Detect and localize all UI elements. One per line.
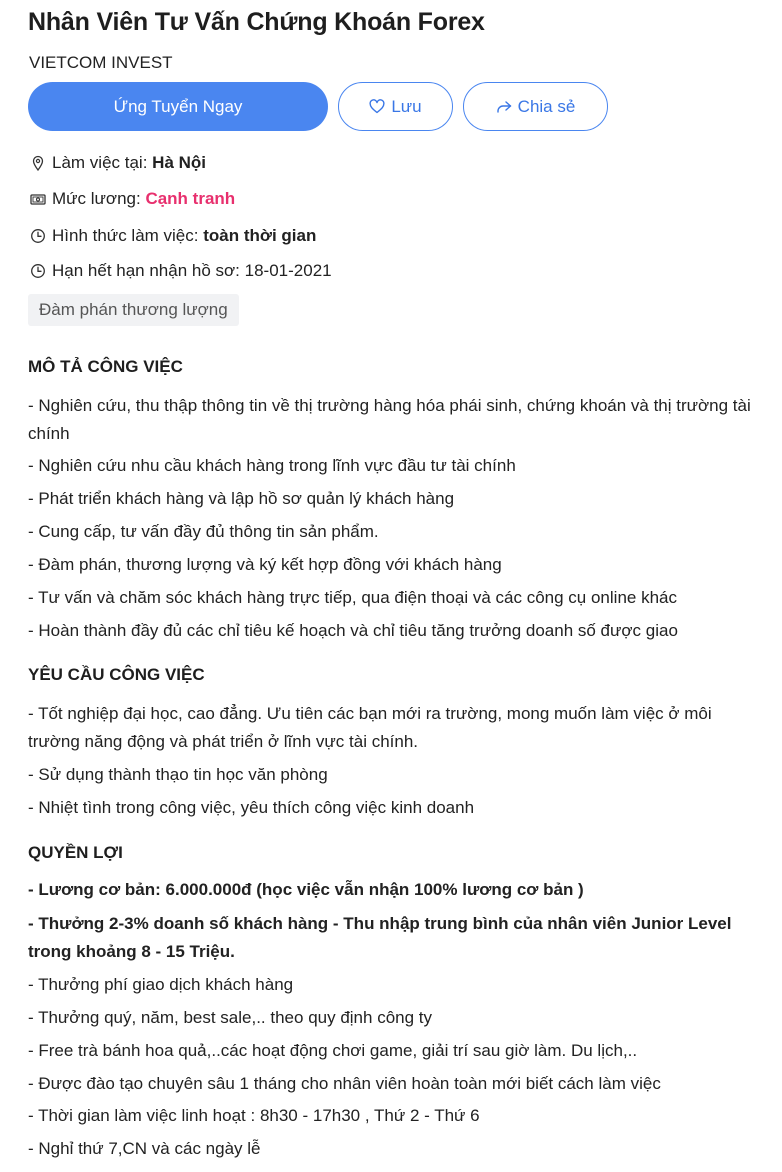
- deadline-label: Hạn hết hạn nhận hồ sơ:: [52, 261, 240, 280]
- share-button-label: Chia sẻ: [517, 96, 576, 116]
- worktype-label: Hình thức làm việc:: [52, 226, 199, 245]
- apply-button-label: Ứng Tuyển Ngay: [113, 96, 243, 116]
- location-pin-icon: [30, 155, 46, 171]
- clock-icon: [30, 263, 46, 279]
- job-title: Nhân Viên Tư Vấn Chứng Khoán Forex: [28, 8, 485, 36]
- section-title-description: MÔ TẢ CÔNG VIỆC: [28, 357, 183, 376]
- company-name: VIETCOM INVEST: [29, 53, 173, 72]
- list-item: - Hoàn thành đầy đủ các chỉ tiêu kế hoạch và chỉ tiêu tăng trưởng doanh số được giao: [28, 621, 678, 640]
- list-item: - Nhiệt tình trong công việc, yêu thích công việc kinh doanh: [28, 798, 475, 817]
- location-label: Làm việc tại:: [52, 153, 148, 172]
- list-item: - Thưởng 2-3% doanh số khách hàng - Thu nhập trung bình của nhân viên Junior Level trong khoảng 8 - 15 Triệu.: [28, 914, 732, 961]
- action-bar: [28, 82, 768, 131]
- save-button[interactable]: [338, 82, 453, 131]
- info-worktype: [30, 226, 316, 246]
- save-button-label: Lưu: [391, 96, 422, 116]
- negotiable-tag: Đàm phán thương lượng: [28, 294, 239, 326]
- list-item: - Tốt nghiệp đại học, cao đẳng. Ưu tiên các bạn mới ra trường, mong muốn làm việc ở môi trường năng động và phát triển ở lĩnh vực tài chính.: [28, 704, 712, 751]
- list-item: - Free trà bánh hoa quả,..các hoạt động chơi game, giải trí sau giờ làm. Du lịch,..: [28, 1041, 638, 1060]
- section-title-benefits: QUYỀN LỢI: [28, 843, 123, 862]
- list-item: - Thưởng phí giao dịch khách hàng: [28, 975, 294, 994]
- info-deadline: [30, 261, 332, 281]
- list-item: - Sử dụng thành thạo tin học văn phòng: [28, 765, 328, 784]
- section-title-requirements: YÊU CẦU CÔNG VIỆC: [28, 665, 205, 684]
- location-value: Hà Nội: [152, 153, 207, 172]
- money-icon: [30, 191, 46, 207]
- apply-button[interactable]: [28, 82, 328, 131]
- list-item: - Được đào tạo chuyên sâu 1 tháng cho nhân viên hoàn toàn mới biết cách làm việc: [28, 1074, 661, 1093]
- clock-icon: [30, 228, 46, 244]
- list-item: - Nghiên cứu, thu thập thông tin về thị trường hàng hóa phái sinh, chứng khoán và thị trường tài chính: [28, 396, 751, 443]
- list-item: - Đàm phán, thương lượng và ký kết hợp đồng với khách hàng: [28, 555, 502, 574]
- worktype-value: toàn thời gian: [203, 226, 317, 245]
- list-item: - Nghỉ thứ 7,CN và các ngày lễ: [28, 1139, 261, 1158]
- deadline-value: 18-01-2021: [244, 261, 332, 280]
- info-salary: [30, 189, 235, 209]
- share-button[interactable]: [463, 82, 608, 131]
- list-item: - Nghiên cứu nhu cầu khách hàng trong lĩnh vực đầu tư tài chính: [28, 456, 516, 475]
- list-item: - Cung cấp, tư vấn đầy đủ thông tin sản phẩm.: [28, 522, 379, 541]
- heart-icon: [369, 99, 385, 114]
- list-item: - Tư vấn và chăm sóc khách hàng trực tiếp, qua điện thoại và các công cụ online khác: [28, 588, 677, 607]
- list-item: - Phát triển khách hàng và lập hồ sơ quản lý khách hàng: [28, 489, 455, 508]
- list-item: - Thưởng quý, năm, best sale,.. theo quy định công ty: [28, 1008, 432, 1027]
- share-icon: [496, 100, 512, 114]
- list-item: - Lương cơ bản: 6.000.000đ (học việc vẫn nhận 100% lương cơ bản ): [28, 880, 584, 899]
- list-item: - Thời gian làm việc linh hoạt : 8h30 - 17h30 , Thứ 2 - Thứ 6: [28, 1106, 480, 1125]
- salary-label: Mức lương:: [52, 189, 141, 208]
- salary-value: Cạnh tranh: [145, 189, 236, 208]
- info-location: [30, 153, 206, 173]
